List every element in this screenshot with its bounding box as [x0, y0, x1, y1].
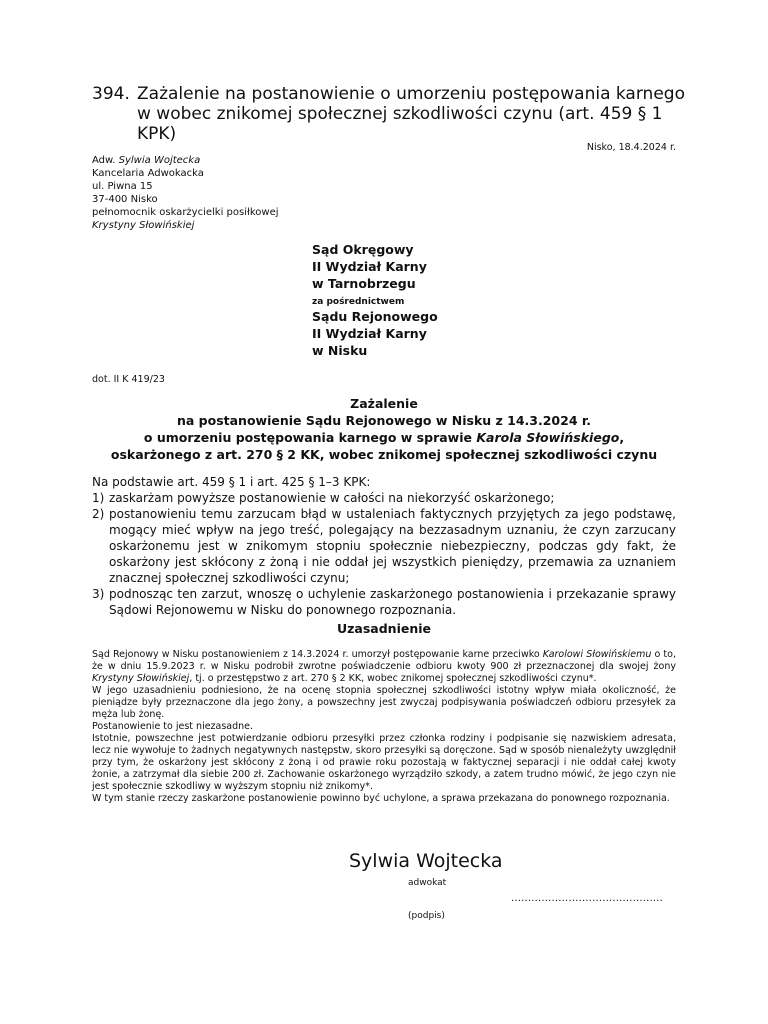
sender-line-1: Adw. Sylwia Wojtecka: [92, 155, 201, 166]
signature-line: .............................................: [511, 893, 664, 904]
sender-line-6: Krystyny Słowińskiej: [92, 220, 195, 231]
list-item: 3) podnosząc ten zarzut, wnoszę o uchylenie zaskarżonego postanowienia i przekazanie sprawy Sądowi Rejonowemu w Nisku do ponownego rozpoznania.: [92, 587, 676, 617]
court-line-2: II Wydział Karny: [312, 259, 427, 274]
list-item: 1) zaskarżam powyższe postanowienie w całości na niekorzyść oskarżonego;: [92, 491, 555, 505]
court-address: [312, 241, 438, 359]
sender-line-2: Kancelaria Adwokacka: [92, 168, 204, 179]
signature-role: adwokat: [408, 878, 447, 888]
court-via: za pośrednictwem: [312, 297, 405, 307]
heading-line-2: na postanowienie Sądu Rejonowego w Nisku z 14.3.2024 r.: [176, 413, 592, 428]
legal-basis: Na podstawie art. 459 § 1 i art. 425 § 1–3 KPK:: [92, 475, 371, 489]
sender-line-5: pełnomocnik oskarżycielki posiłkowej: [92, 207, 279, 218]
list-item: 2) postanowieniu temu zarzucam błąd w ustaleniach faktycznych przyjętych za jego podstawę, mogący mieć wpływ na jego treść, polegający na bezzasadnym uznaniu, że czyn zarzucany oskarżonemu jest w znikomym stopniu społecznie niebezpieczny, podczas gdy fakt, że oskarżony jest skłócony z żoną i nie oddał jej wszystkich pieniędzy, przemawia za uznaniem znacznej społecznej szkodliwości czynu;: [92, 507, 676, 585]
heading-line-3: o umorzeniu postępowania karnego w sprawie Karola Słowińskiego,: [143, 430, 625, 445]
justification-paragraph: Istotnie, powszechne jest potwierdzanie odbioru przesyłki przez członka rodziny i podpisanie się nazwiskiem adresata, lecz nie wywołuje to żadnych negatywnych następstw, skoro przesyłki są doręczone. Sąd w sposób nienależyty uwzględnił przy tym, że oskarżony jest skłócony z żoną i od prawie roku pozostają w faktycznej separacji i nie oddał całej kwoty żonie, a zatrzymał dla siebie 200 zł. Zachowanie oskarżonego wyrządziło szkody, a zatem trudno mówić, że jego czyn nie jest społecznie szkodliwy w wyższym stopniu niż znikomy*.: [92, 733, 676, 792]
heading-line-1: Zażalenie: [350, 396, 418, 411]
sender-line-3: ul. Piwna 15: [92, 181, 153, 192]
title-number: 394.: [92, 84, 130, 104]
court-line-1: Sąd Okręgowy: [312, 242, 414, 257]
title-text: Zażalenie na postanowienie o umorzeniu postępowania karnego w wobec znikomej społecznej szkodliwości czynu (art. 459 § 1 KPK): [137, 84, 685, 144]
court-line-5: II Wydział Karny: [312, 326, 427, 341]
court-line-4: Sądu Rejonowego: [312, 309, 438, 324]
court-line-3: w Tarnobrzegu: [312, 276, 416, 291]
demands-list: [92, 490, 676, 618]
justification-paragraph: W tym stanie rzeczy zaskarżone postanowienie powinno być uchylone, a sprawa przekazana do ponownego rozpoznania.: [92, 793, 670, 804]
justification-body: [92, 649, 676, 805]
justification-title: Uzasadnienie: [336, 621, 431, 636]
document-title: [92, 84, 692, 144]
court-line-6: w Nisku: [312, 343, 368, 358]
signature-label: (podpis): [408, 911, 445, 921]
justification-paragraph: Sąd Rejonowy w Nisku postanowieniem z 14.3.2024 r. umorzył postępowanie karne przeciwko Karolowi Słowińskiemu o to, że w dniu 15.9.2023 r. w Nisku podrobił zwrotne poświadczenie odbioru kwoty 900 zł przeznaczonej dla swojej żony Krystyny Słowińskiej, tj. o przestępstwo z art. 270 § 2 KK, wobec znikomej społecznej szkodliwości czynu*.: [92, 649, 676, 684]
sender-block: [92, 154, 279, 232]
justification-paragraph: Postanowienie to jest niezasadne.: [92, 721, 254, 732]
case-reference: dot. II K 419/23: [92, 374, 165, 385]
signature-name: Sylwia Wojtecka: [349, 850, 503, 872]
justification-paragraph: W jego uzasadnieniu podniesiono, że na ocenę stopnia społecznej szkodliwości istotny wpływ miała okoliczność, że pieniądze były przeznaczone dla jego żony, a powszechny jest zwyczaj podpisywania poświadczeń odbioru przesyłek za męża lub żonę.: [92, 685, 676, 720]
date-line: Nisko, 18.4.2024 r.: [586, 142, 676, 153]
sender-line-4: 37-400 Nisko: [92, 194, 158, 205]
complaint-heading: [92, 395, 676, 463]
heading-line-4: oskarżonego z art. 270 § 2 KK, wobec znikomej społecznej szkodliwości czynu: [110, 447, 658, 462]
sender-name: Sylwia Wojtecka: [118, 155, 201, 166]
